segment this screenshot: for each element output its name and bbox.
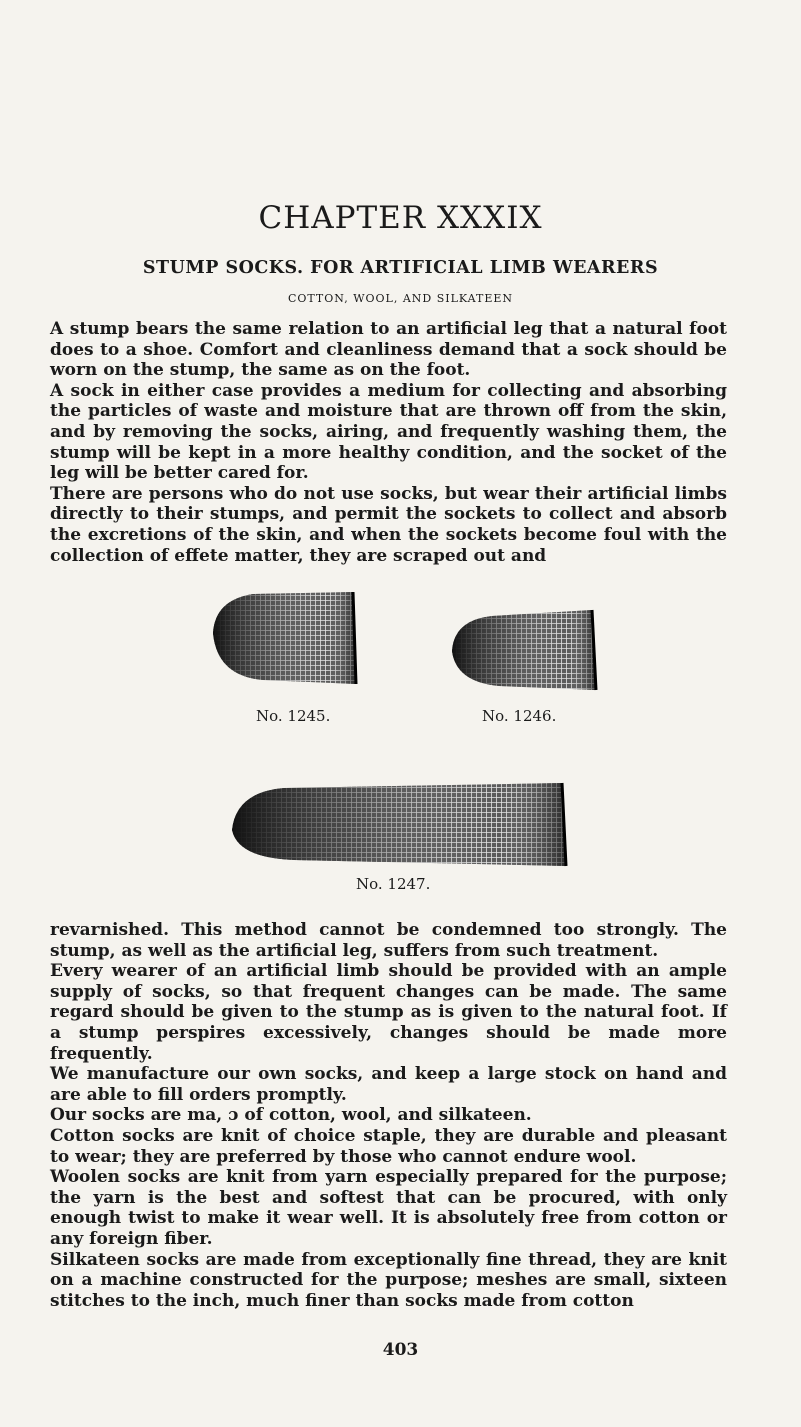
sock-illustration-1246 xyxy=(444,606,604,692)
paragraph: There are persons who do not use socks, but wear their artificial limbs directly to their stumps, and permit the sockets to collect and absorb the excretions of the skin, and when the sockets become foul with the collection of effete matter, they are scraped out and xyxy=(50,483,727,566)
paragraph: Every wearer of an artificial limb should be provided with an ample supply of socks, so that frequent changes can be made. The same regard should be given to the stump as is given to the natural foot. If a stump perspires excessively, changes should be made more frequently. xyxy=(50,961,727,1064)
paragraph: Woolen socks are knit from yarn especially prepared for the purpose; the yarn is the best and softest that can be procured, with only enough twist to make it wear well. It is absolutely free from cotton or any foreign fiber. xyxy=(50,1167,727,1249)
figure-caption-1246: No. 1246. xyxy=(482,707,557,725)
paragraph: A stump bears the same relation to an artificial leg that a natural foot does to a shoe. Comfort and cleanliness demand that a sock should be worn on the stump, the same as on the foot. xyxy=(50,319,727,381)
top-text-block xyxy=(50,319,727,566)
paragraph: Silkateen socks are made from exceptionally fine thread, they are knit on a machine constructed for the purpose; meshes are small, sixteen stitches to the inch, much finer than socks made from cotton xyxy=(50,1249,727,1311)
paragraph: Cotton socks are knit of choice staple, they are durable and pleasant to wear; they are preferred by those who cannot endure wool. xyxy=(50,1125,727,1167)
paragraph: revarnished. This method cannot be condemned too strongly. The stump, as well as the artificial leg, suffers from such treatment. xyxy=(50,920,727,961)
materials-line: COTTON, WOOL, AND SILKATEEN xyxy=(287,292,514,305)
paragraph: We manufacture our own socks, and keep a large stock on hand and are able to fill orders promptly. xyxy=(50,1064,727,1105)
paragraph: Our socks are ma, ɔ of cotton, wool, and silkateen. xyxy=(50,1105,532,1126)
paragraph: A sock in either case provides a medium for collecting and absorbing the particles of waste and moisture that are thrown off from the skin, and by removing the socks, airing, and frequently washing them, the stump will be kept in a more healthy condition, and the socket of the leg will be better cared for. xyxy=(50,380,727,484)
figure-caption-1247: No. 1247. xyxy=(356,875,431,893)
figure-caption-1245: No. 1245. xyxy=(256,707,331,725)
chapter-title: CHAPTER XXXIX xyxy=(258,200,543,236)
page-number: 403 xyxy=(382,1340,419,1360)
bottom-text-block xyxy=(50,920,727,1311)
sock-illustration-1245 xyxy=(203,588,363,688)
chapter-subtitle: STUMP SOCKS. FOR ARTIFICIAL LIMB WEARERS xyxy=(142,258,659,278)
sock-illustration-1247 xyxy=(224,780,572,870)
